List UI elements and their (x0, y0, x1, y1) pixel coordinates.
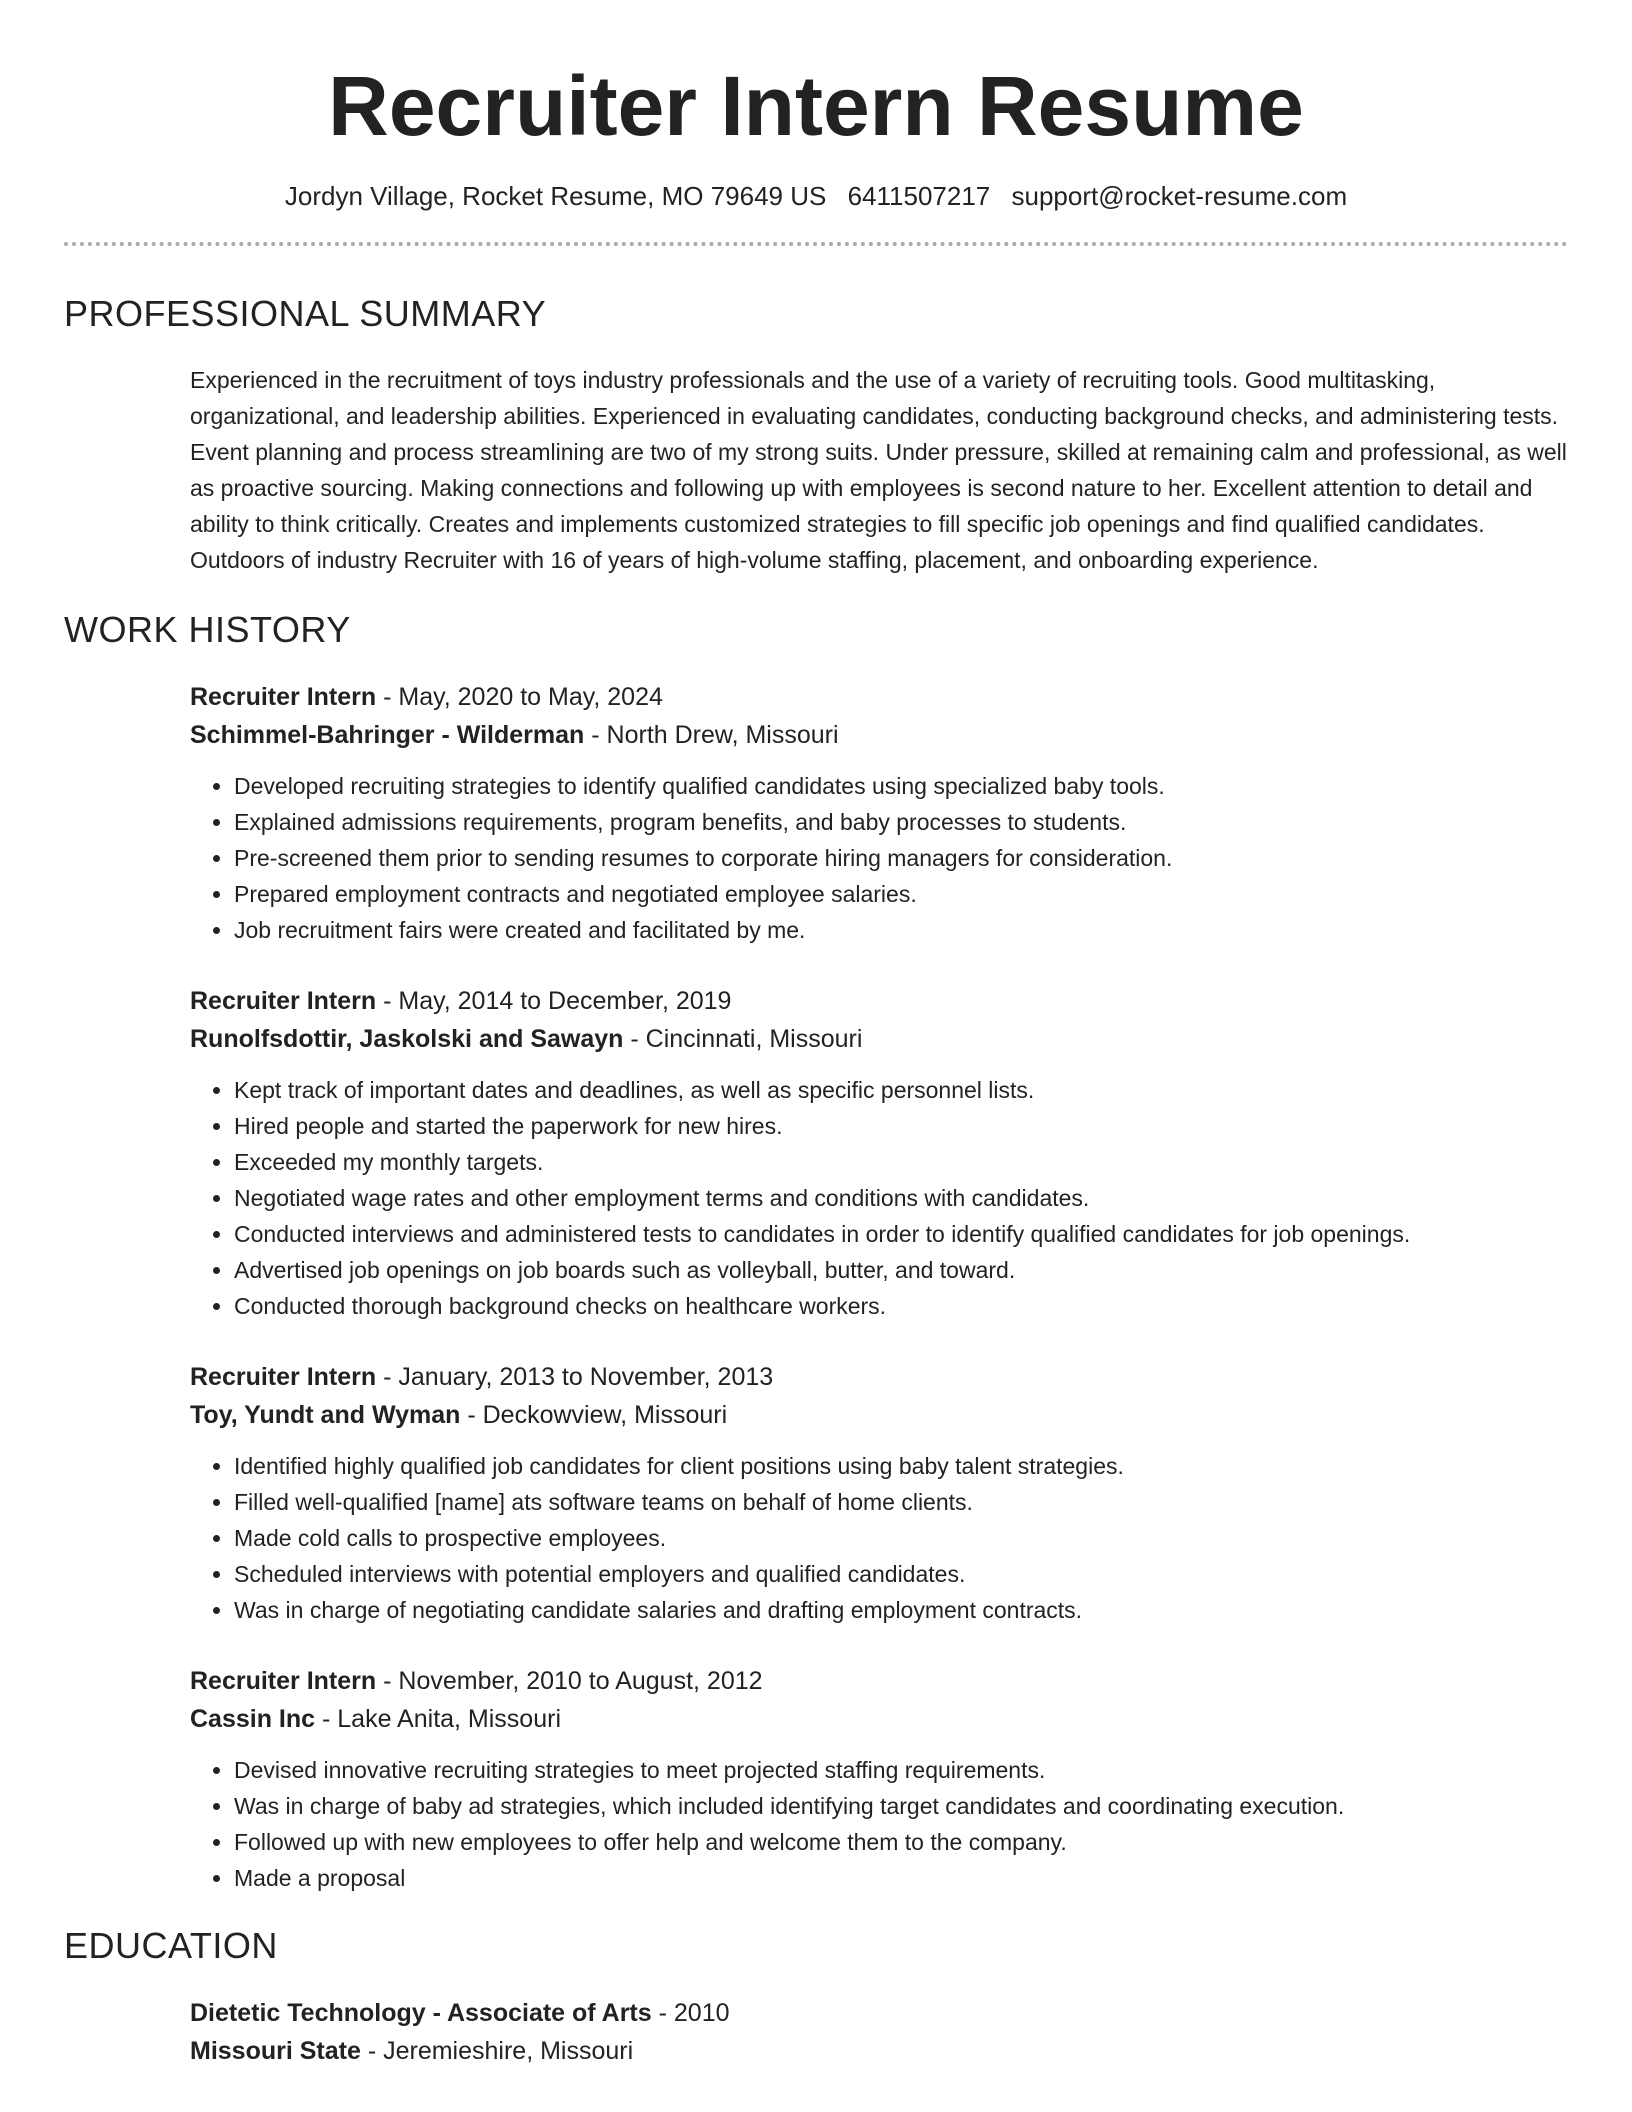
job-bullets (190, 1752, 1568, 1896)
job-location: - Deckowview, Missouri (460, 1401, 728, 1429)
header-divider (64, 242, 1568, 246)
job-entry (190, 1662, 1568, 1896)
job-bullet: • Kept track of important dates and deadlines, as well as specific personnel lists. (234, 1072, 1568, 1108)
job-bullet: • Made a proposal (234, 1860, 1568, 1896)
job-title-line (190, 1358, 1568, 1396)
contact-info (64, 180, 1568, 212)
job-bullet: • Hired people and started the paperwork for new hires. (234, 1108, 1568, 1144)
job-company: Cassin Inc (190, 1705, 316, 1733)
section-heading-education: EDUCATION (64, 1925, 278, 1966)
job-title: Recruiter Intern (190, 987, 377, 1015)
job-bullet: • Was in charge of baby ad strategies, which included identifying target candidates and coordinating execution. (234, 1788, 1568, 1824)
job-company-line (190, 1700, 1568, 1738)
education-year: - 2010 (651, 1999, 730, 2027)
job-bullet: • Was in charge of negotiating candidate salaries and drafting employment contracts. (234, 1592, 1568, 1628)
job-bullet: • Developed recruiting strategies to identify qualified candidates using specialized baby tools. (234, 768, 1568, 804)
education-entry (190, 1994, 1568, 2070)
job-bullet: • Exceeded my monthly targets. (234, 1144, 1568, 1180)
job-entry (190, 1358, 1568, 1628)
job-bullet: • Filled well-qualified [name] ats software teams on behalf of home clients. (234, 1484, 1568, 1520)
job-bullet: • Explained admissions requirements, program benefits, and baby processes to students. (234, 804, 1568, 840)
job-entry (190, 678, 1568, 948)
job-bullets (190, 1448, 1568, 1628)
job-title: Recruiter Intern (190, 683, 377, 711)
job-company-line (190, 1396, 1568, 1434)
education-location: - Jeremieshire, Missouri (360, 2037, 634, 2065)
job-bullet: • Followed up with new employees to offer help and welcome them to the company. (234, 1824, 1568, 1860)
job-bullet: • Conducted thorough background checks on healthcare workers. (234, 1288, 1568, 1324)
education-school: Missouri State (190, 2037, 361, 2065)
job-location: - Cincinnati, Missouri (623, 1025, 863, 1053)
job-dates: - May, 2020 to May, 2024 (376, 683, 663, 711)
job-bullet: • Identified highly qualified job candidates for client positions using baby talent strategies. (234, 1448, 1568, 1484)
job-bullet: • Made cold calls to prospective employees. (234, 1520, 1568, 1556)
job-title: Recruiter Intern (190, 1667, 377, 1695)
job-entry (190, 982, 1568, 1324)
job-dates: - November, 2010 to August, 2012 (376, 1667, 763, 1695)
contact-email: support@rocket-resume.com (1011, 181, 1348, 211)
education-degree: Dietetic Technology - Associate of Arts (190, 1999, 652, 2027)
job-company: Schimmel-Bahringer - Wilderman (190, 721, 585, 749)
education-degree-line (190, 1994, 1568, 2032)
job-title-line (190, 678, 1568, 716)
job-bullets (190, 1072, 1568, 1324)
job-title-line (190, 982, 1568, 1020)
summary-text: Experienced in the recruitment of toys industry professionals and the use of a variety of recruiting tools. Good multitasking, organizational, and leadership abilities. Experienced in evaluating candidates, conducting background checks, and administering tests. Event planning and process streamlining are two of my strong suits. Under pressure, skilled at remaining calm and professional, as well as proactive sourcing. Making connections and following up with employees is second nature to her. Excellent attention to detail and ability to think critically. Creates and implements customized strategies to fill specific job openings and find qualified candidates. Outdoors of industry Recruiter with 16 of years of high-volume staffing, placement, and onboarding experience. (190, 367, 1567, 573)
job-dates: - January, 2013 to November, 2013 (376, 1363, 774, 1391)
job-bullet: • Job recruitment fairs were created and facilitated by me. (234, 912, 1568, 948)
job-location: - North Drew, Missouri (584, 721, 839, 749)
section-heading-summary: PROFESSIONAL SUMMARY (64, 293, 547, 334)
contact-phone: 6411507217 (847, 181, 991, 211)
job-company: Toy, Yundt and Wyman (190, 1401, 461, 1429)
job-dates: - May, 2014 to December, 2019 (376, 987, 732, 1015)
resume-title: Recruiter Intern Resume (328, 59, 1304, 153)
job-company: Runolfsdottir, Jaskolski and Sawayn (190, 1025, 624, 1053)
job-company-line (190, 716, 1568, 754)
job-bullets (190, 768, 1568, 948)
job-title-line (190, 1662, 1568, 1700)
education-school-line (190, 2032, 1568, 2070)
contact-address: Jordyn Village, Rocket Resume, MO 79649 US (284, 181, 827, 211)
job-bullet: • Scheduled interviews with potential employers and qualified candidates. (234, 1556, 1568, 1592)
job-bullet: • Pre-screened them prior to sending resumes to corporate hiring managers for consideration. (234, 840, 1568, 876)
job-bullet: • Negotiated wage rates and other employment terms and conditions with candidates. (234, 1180, 1568, 1216)
job-bullet: • Devised innovative recruiting strategies to meet projected staffing requirements. (234, 1752, 1568, 1788)
job-title: Recruiter Intern (190, 1363, 377, 1391)
job-bullet: • Prepared employment contracts and negotiated employee salaries. (234, 876, 1568, 912)
job-company-line (190, 1020, 1568, 1058)
job-location: - Lake Anita, Missouri (315, 1705, 561, 1733)
job-bullet: • Conducted interviews and administered tests to candidates in order to identify qualified candidates for job openings. (234, 1216, 1568, 1252)
section-heading-work-history: WORK HISTORY (64, 609, 351, 650)
job-bullet: • Advertised job openings on job boards such as volleyball, butter, and toward. (234, 1252, 1568, 1288)
